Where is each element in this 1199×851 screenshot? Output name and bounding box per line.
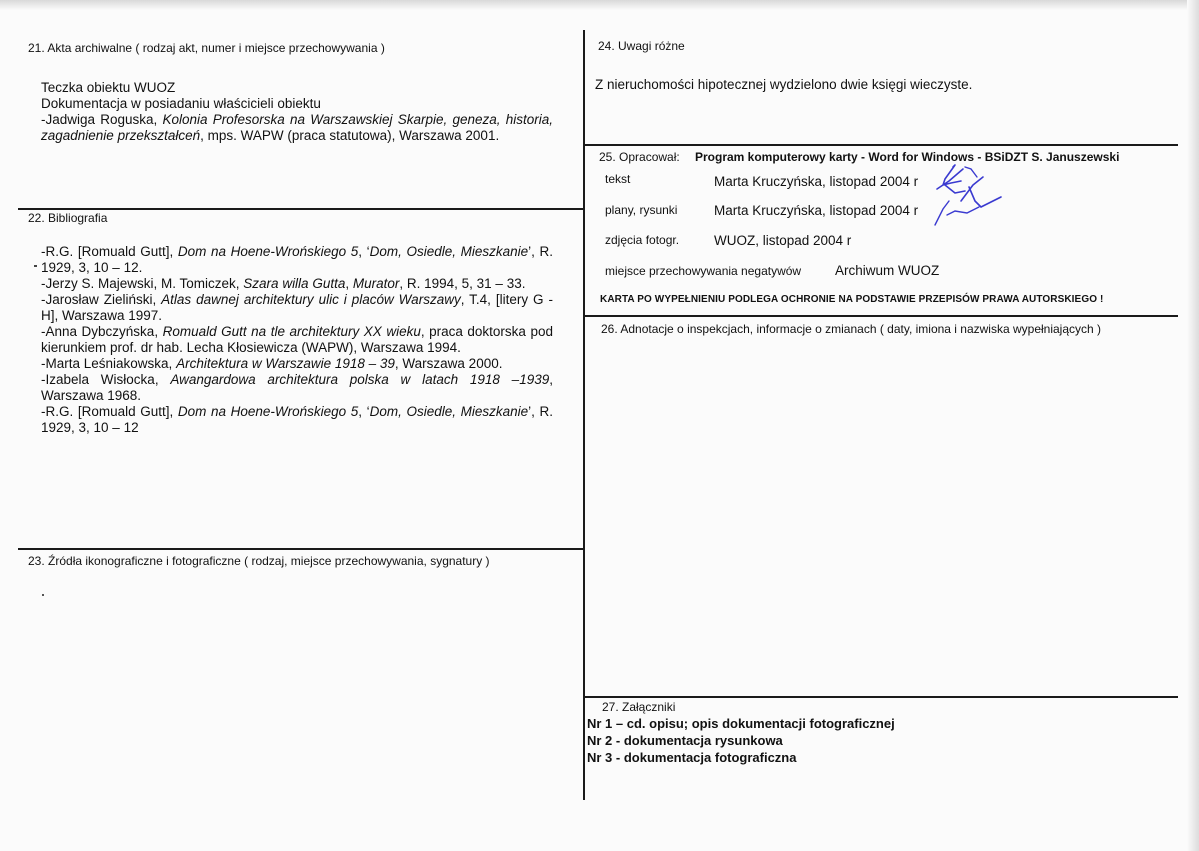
bibliography-entry-3 [41,292,553,324]
section-22-header: 22. Bibliografia [28,211,108,225]
entry-rest: , mps. WAPW (praca statutowa), Warszawa 2001. [200,128,500,143]
entry-details: ’, R. 1929, 3, 10 – 12. [41,244,553,275]
entry-journal: Dom, Osiedle, Mieszkanie [369,404,529,419]
credit-value-plany: Marta Kruczyńska, listopad 2004 r [714,203,919,218]
entry-author: -R.G. [Romuald Gutt], [41,404,178,419]
bibliography-entry-5 [41,356,553,372]
entry-details: , Warszawa 2000. [394,356,503,371]
entry-details: , Warszawa 1968. [41,372,553,403]
scan-speck [42,594,44,596]
entry-title: Awangardowa architektura polska w latach 1918 –1939 [170,372,550,387]
copyright-warning: KARTA PO WYPEŁNIENIU PODLEGA OCHRONIE NA PODSTAWIE PRZEPISÓW PRAWA AUTORSKIEGO ! [600,294,1104,305]
scan-right-edge [1187,0,1199,851]
entry-author: -Marta Leśniakowska, [41,356,177,371]
divider-21-22 [18,208,584,210]
credit-label-plany: plany, rysunki [605,203,678,217]
entry-author: -Anna Dybczyńska, [41,324,163,339]
entry-sep: , [345,276,353,291]
credit-value-tekst: Marta Kruczyńska, listopad 2004 r [714,174,919,189]
entry-title: Romuald Gutt na tle architektury XX wieku [162,324,421,339]
entry-details: , praca doktorska pod kierunkiem prof. dr hab. Lecha Kłosiewicza (WAPW), Warszawa 1994. [41,324,553,355]
section-24-text: Z nieruchomości hipotecznej wydzielono dwie księgi wieczyste. [595,77,973,92]
entry-title: Atlas dawnej architektury ulic i placów Warszawy [161,292,461,307]
entry-title: Kolonia Profesorska na Warszawskiej Skarpie, geneza, historia, zagadnienie przekształceń [41,112,553,143]
divider-26-27 [584,696,1178,698]
entry-details: ’, R. 1929, 3, 10 – 12 [41,404,553,435]
section-21-entry [41,112,553,144]
attachment-item-2: Nr 2 - dokumentacja rysunkowa [587,733,783,748]
scan-speck [34,265,37,267]
entry-details: , T.4, [litery G - H], Warszawa 1997. [41,292,553,323]
divider-22-23 [18,548,584,550]
bibliography-entry-6 [41,372,553,404]
section-23-header: 23. Źródła ikonograficzne i fotograficzne ( rodzaj, miejsce przechowywania, sygnatury ) [28,554,490,568]
credit-label-tekst: tekst [605,172,631,186]
credit-label-zdjecia: zdjęcia fotogr. [605,233,680,247]
bibliography-entry-2 [41,276,553,292]
credit-value-zdjecia: WUOZ, listopad 2004 r [714,233,852,248]
entry-title: Dom na Hoene-Wrońskiego 5 [177,404,359,419]
entry-title: Dom na Hoene-Wrońskiego 5 [177,244,359,259]
bibliography-entry-4 [41,324,553,356]
section-24-header: 24. Uwagi różne [598,39,685,53]
entry-author: -R.G. [Romuald Gutt], [41,244,178,259]
scan-top-edge [0,0,1199,10]
divider-25-26 [584,315,1178,317]
section-21-header: 21. Akta archiwalne ( rodzaj akt, numer i miejsce przechowywania ) [28,41,385,55]
entry-author: -Izabela Wisłocka, [41,372,171,387]
entry-details: , R. 1994, 5, 31 – 33. [399,276,526,291]
attachment-item-1: Nr 1 – cd. opisu; opis dokumentacji fotograficznej [587,716,895,731]
section-27-header: 27. Załączniki [602,700,676,714]
divider-24-25 [584,144,1178,146]
entry-sep: , ‘ [358,404,370,419]
entry-author: -Jadwiga Roguska, [41,112,163,127]
negatives-label: miejsce przechowywania negatywów [605,264,802,278]
bibliography-entry-7 [41,404,553,436]
entry-title: Szara willa Gutta [243,276,346,291]
entry-title: Architektura w Warszawie 1918 – 39 [176,356,395,371]
negatives-value: Archiwum WUOZ [835,263,940,278]
attachment-item-3: Nr 3 - dokumentacja fotograficzna [587,750,797,765]
entry-author: -Jarosław Zieliński, [41,292,162,307]
handwritten-signature [925,155,1015,235]
section-21-line-2: Dokumentacja w posiadaniu właścicieli obiektu [41,96,321,111]
section-25-label: 25. Opracował: [599,150,680,164]
section-25-program: Program komputerowy karty - Word for Windows - BSiDZT S. Januszewski [695,150,1120,164]
entry-sep: , ‘ [358,244,370,259]
entry-journal: Dom, Osiedle, Mieszkanie [369,244,529,259]
entry-journal: Murator [352,276,400,291]
section-26-header: 26. Adnotacje o inspekcjach, informacje o zmianach ( daty, imiona i nazwiska wypełniających ) [601,322,1102,336]
bibliography-entry-1 [41,244,553,276]
entry-author: -Jerzy S. Majewski, M. Tomiczek, [41,276,244,291]
section-21-line-1: Teczka obiektu WUOZ [41,80,176,95]
